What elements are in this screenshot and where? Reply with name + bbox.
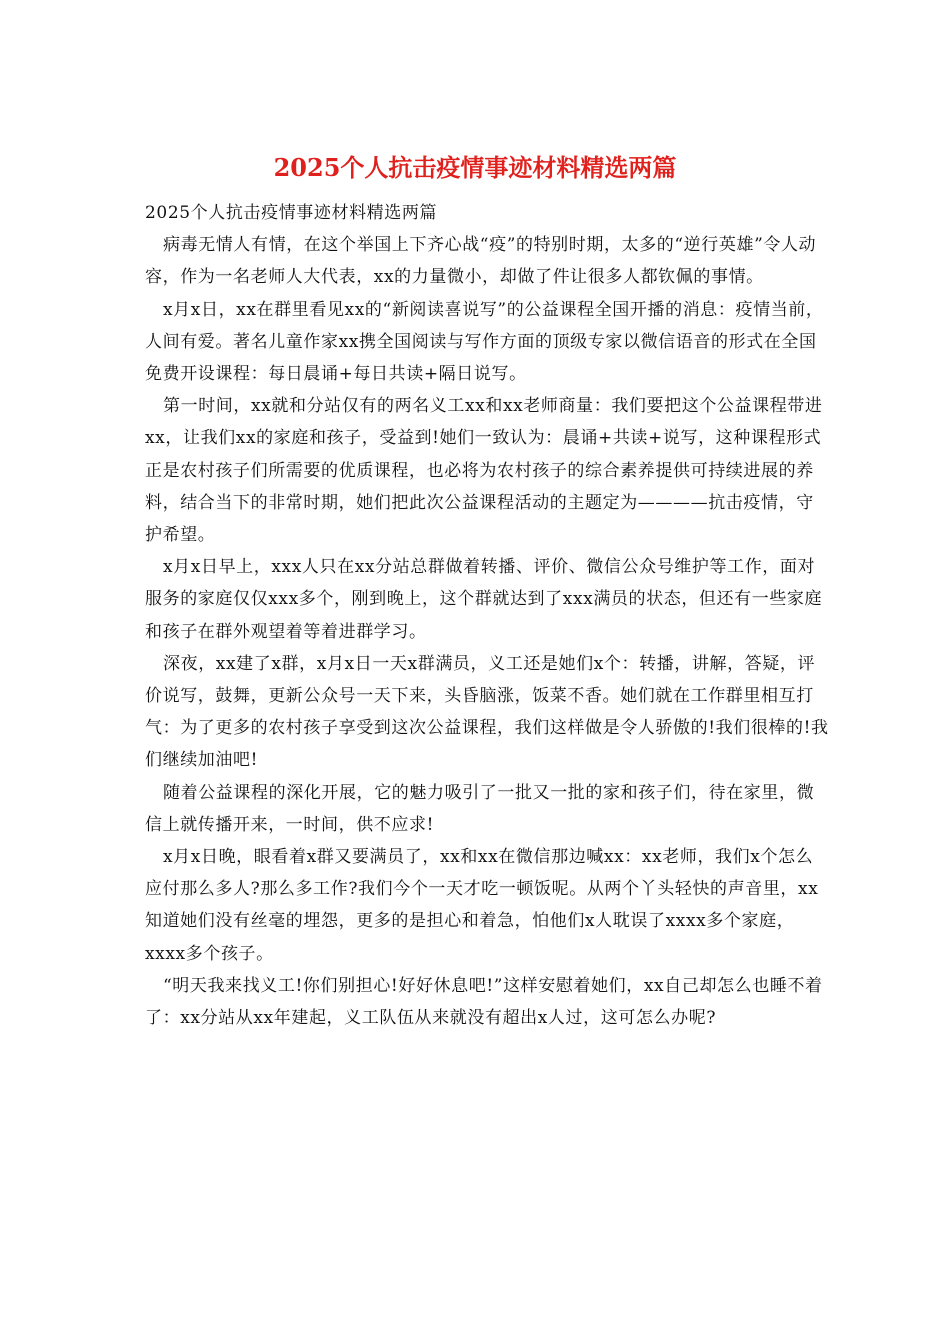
paragraph-1: 病毒无情人有情，在这个举国上下齐心战“疫”的特别时期，太多的“逆行英雄”令人动容，作为一名老师人大代表，xx的力量微小，却做了件让很多人都钦佩的事情。 xyxy=(145,235,817,288)
paragraph-5: 深夜，xx建了x群，x月x日一天x群满员，义工还是她们x个：转播，讲解，答疑，评价说写，鼓舞，更新公众号一天下来，头昏脑涨，饭菜不香。她们就在工作群里相互打气：为了更多的农村孩子享受到这次公益课程，我们这样做是令人骄傲的!我们很棒的!我们继续加油吧! xyxy=(145,653,829,771)
paragraph-4: x月x日早上，xxx人只在xx分站总群做着转播、评价、微信公众号维护等工作，面对服务的家庭仅仅xxx多个，刚到晚上，这个群就达到了xxx满员的状态，但还有一些家庭和孩子在群外观望着等着进群学习。 xyxy=(145,557,823,642)
document-body xyxy=(145,197,829,1034)
document-subtitle: 2025个人抗击疫情事迹材料精选两篇 xyxy=(145,203,438,223)
paragraph-3: 第一时间，xx就和分站仅有的两名义工xx和xx老师商量：我们要把这个公益课程带进xx，让我们xx的家庭和孩子，受益到!她们一致认为：晨诵+共读+说写，这种课程形式正是农村孩子们所需要的优质课程，也必将为农村孩子的综合素养提供可持续进展的养料，结合当下的非常时期，她们把此次公益课程活动的主题定为————抗击疫情，守护希望。 xyxy=(145,396,823,546)
document-title: 2025个人抗击疫情事迹材料精选两篇 xyxy=(273,153,677,182)
paragraph-7: x月x日晚，眼看着x群又要满员了，xx和xx在微信那边喊xx：xx老师，我们x个怎么应付那么多人?那么多工作?我们今个一天才吃一顿饭呢。从两个丫头轻快的声音里，xx知道她们没有丝毫的埋怨，更多的是担心和着急，怕他们x人耽误了xxxx多个家庭，xxxx多个孩子。 xyxy=(145,847,819,964)
paragraph-2: x月x日，xx在群里看见xx的“新阅读喜说写”的公益课程全国开播的消息：疫情当前，人间有爱。著名儿童作家xx携全国阅读与写作方面的顶级专家以微信语音的形式在全国免费开设课程：每日晨诵+每日共读+隔日说写。 xyxy=(145,299,824,385)
paragraph-8: “明天我来找义工!你们别担心!好好休息吧!”这样安慰着她们，xx自己却怎么也睡不着了：xx分站从xx年建起，义工队伍从来就没有超出x人过，这可怎么办呢? xyxy=(145,975,823,1029)
paragraph-6: 随着公益课程的深化开展，它的魅力吸引了一批又一批的家和孩子们，待在家里，微信上就传播开来，一时间，供不应求! xyxy=(145,782,815,835)
